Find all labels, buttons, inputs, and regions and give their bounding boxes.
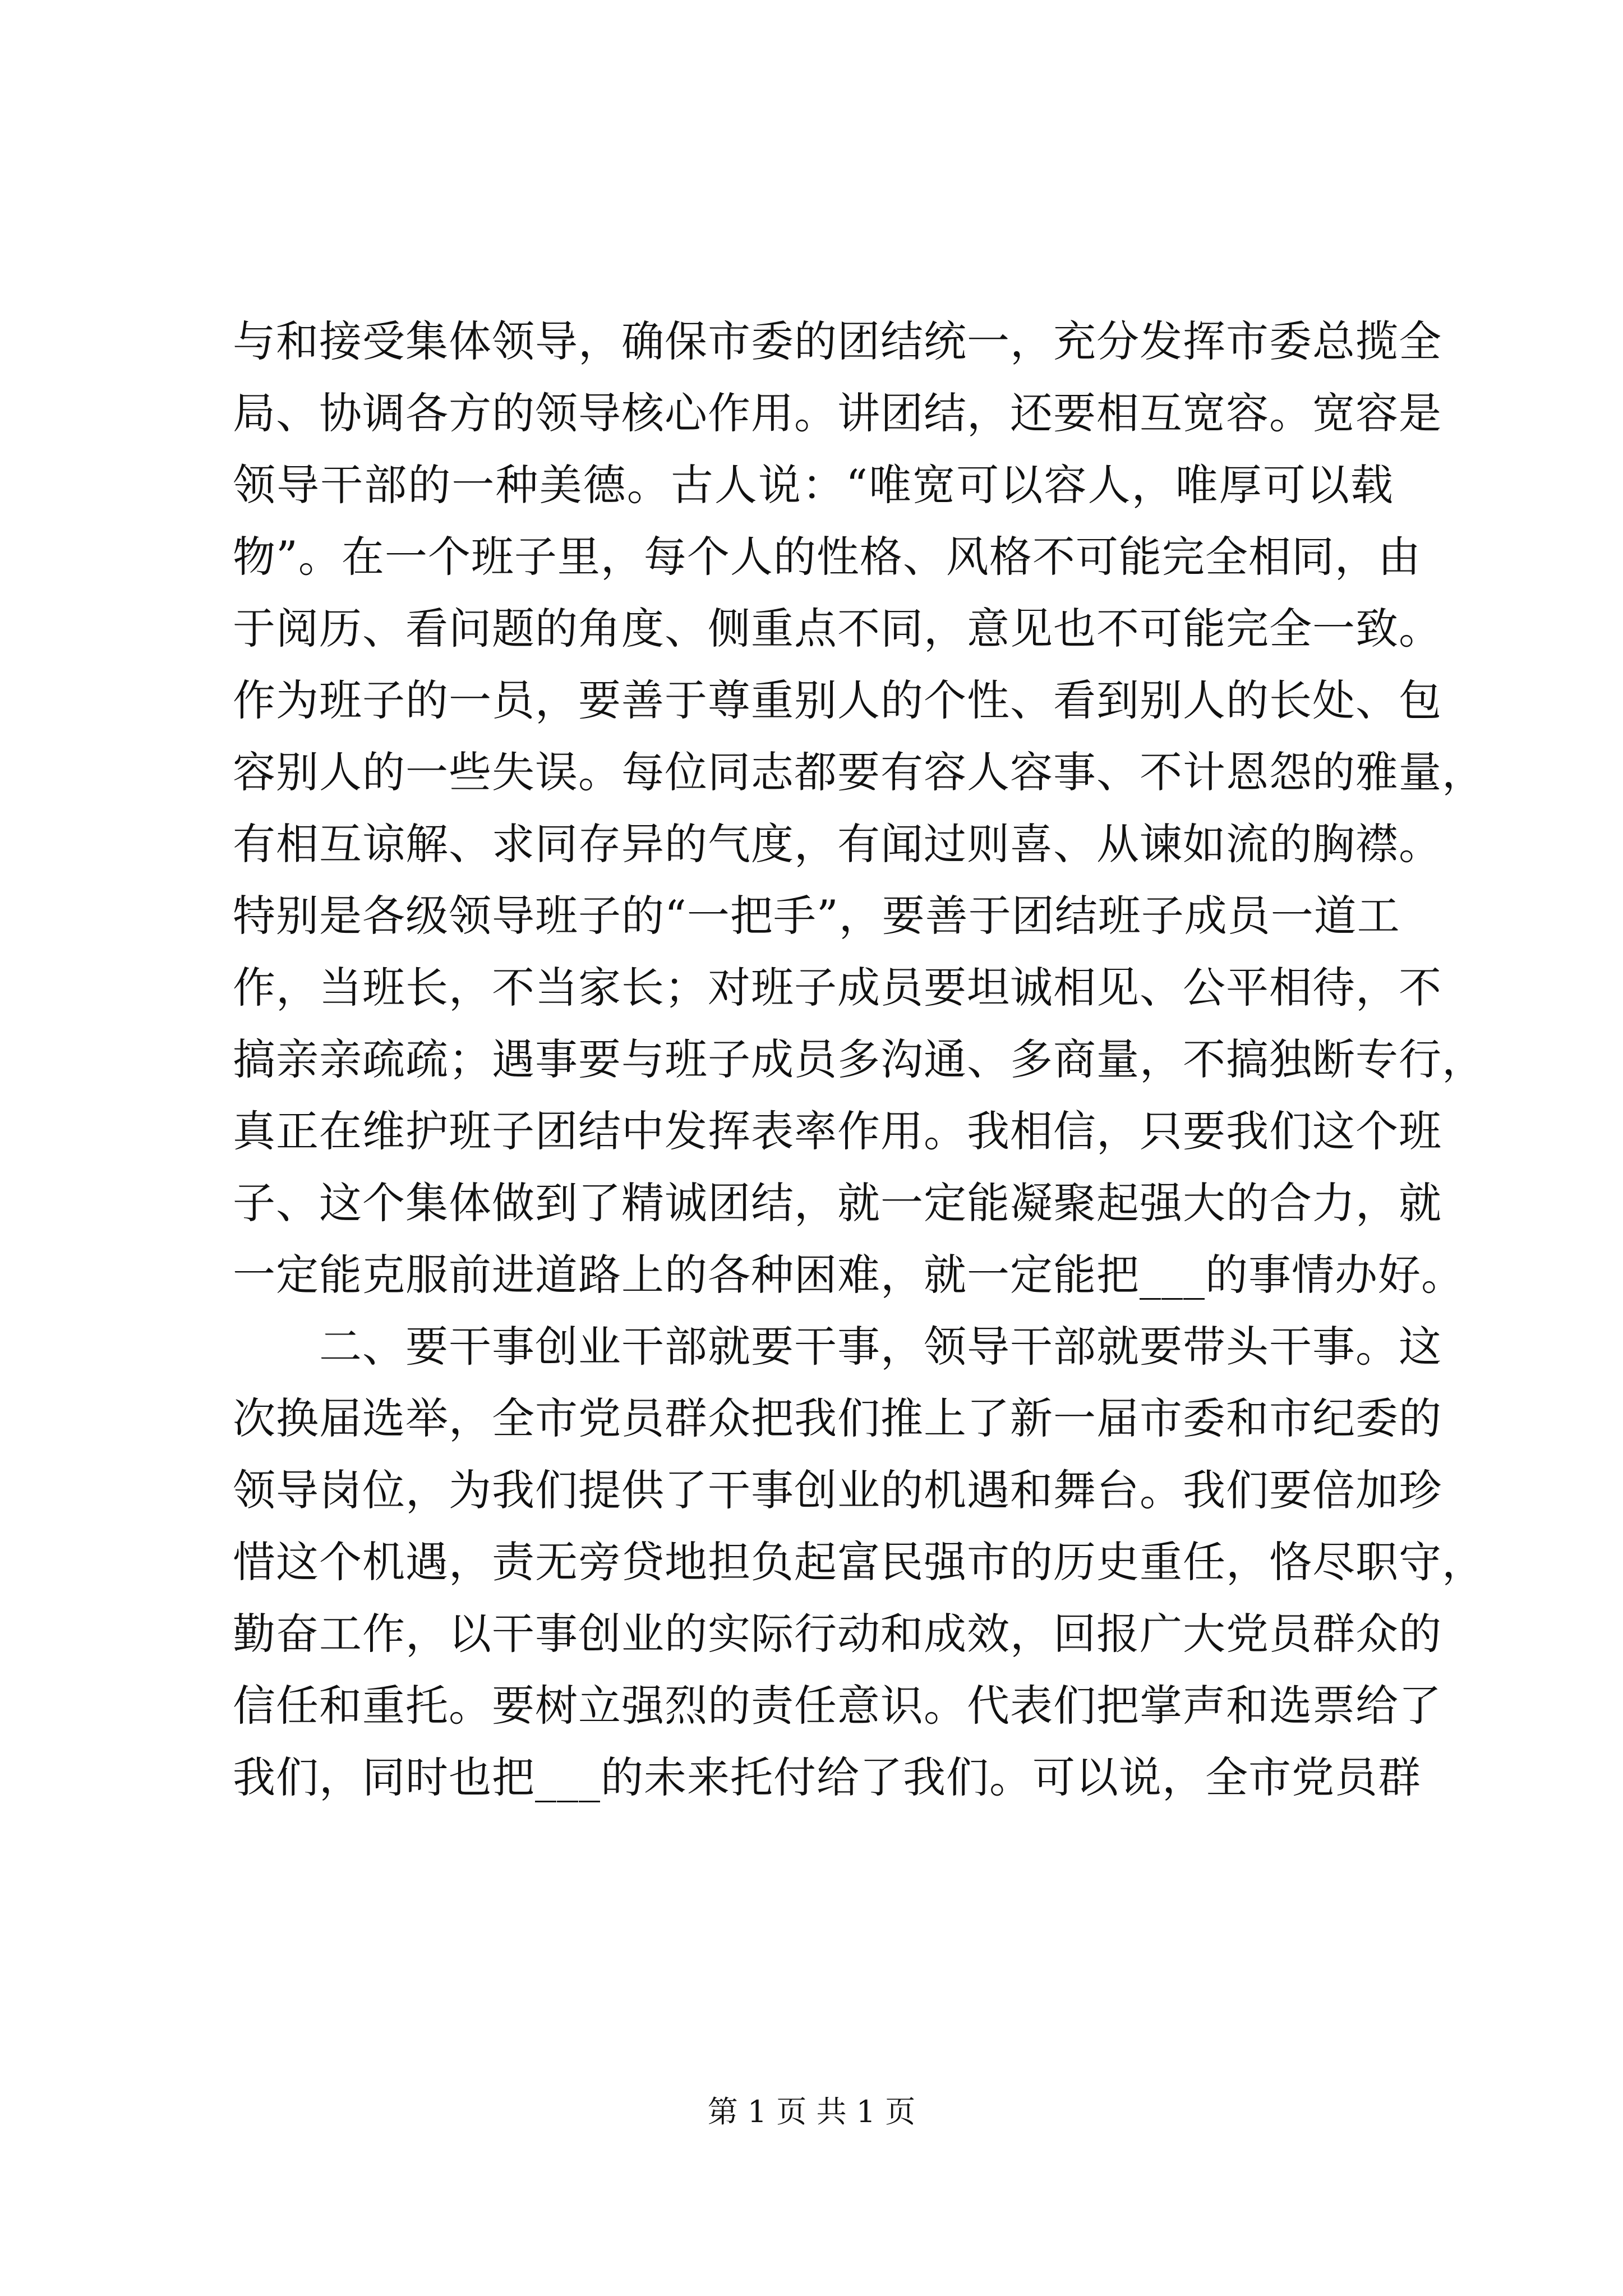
text-line: 领导干部的一种美德。古人说：“唯宽可以容人，唯厚可以载 [233,460,1394,510]
text-line: 次换届选举，全市党员群众把我们推上了新一届市委和市纪委的 [233,1393,1442,1443]
text-line: 作，当班长，不当家长；对班子成员要坦诚相见、公平相待，不 [233,963,1442,1013]
text-line: 子、这个集体做到了精诚团结，就一定能凝聚起强大的合力，就 [233,1178,1442,1228]
text-line: 惜这个机遇，责无旁贷地担负起富民强市的历史重任，恪尽职守， [233,1537,1485,1587]
text-line: 作为班子的一员，要善于尊重别人的个性、看到别人的长处、包 [233,675,1442,725]
text-line: 物”。在一个班子里，每个人的性格、风格不可能完全相同，由 [233,532,1421,582]
text-line: 领导岗位，为我们提供了干事创业的机遇和舞台。我们要倍加珍 [233,1465,1442,1515]
text-line: 一定能克服前进道路上的各种困难，就一定能把___的事情办好。 [233,1250,1464,1300]
text-line: 信任和重托。要树立强烈的责任意识。代表们把掌声和选票给了 [233,1681,1442,1731]
text-line: 特别是各级领导班子的“一把手”，要善于团结班子成员一道工 [233,891,1400,941]
text-line: 局、协调各方的领导核心作用。讲团结，还要相互宽容。宽容是 [233,388,1442,438]
page-number-footer: 第 1 页 共 1 页 [707,2094,916,2129]
text-line: 勤奋工作，以干事创业的实际行动和成效，回报广大党员群众的 [233,1609,1442,1659]
body-text [233,306,1485,1814]
text-line: 真正在维护班子团结中发挥表率作用。我相信，只要我们这个班 [233,1106,1442,1156]
text-line: 有相互谅解、求同存异的气度，有闻过则喜、从谏如流的胸襟。 [233,819,1442,869]
text-line: 我们，同时也把___的未来托付给了我们。可以说，全市党员群 [233,1752,1421,1802]
text-line: 于阅历、看问题的角度、侧重点不同，意见也不可能完全一致。 [233,604,1442,654]
text-line: 容别人的一些失误。每位同志都要有容人容事、不计恩怨的雅量， [233,747,1485,797]
text-line: 搞亲亲疏疏；遇事要与班子成员多沟通、多商量，不搞独断专行， [233,1034,1485,1084]
text-line: 与和接受集体领导，确保市委的团结统一，充分发挥市委总揽全 [233,316,1442,366]
text-line: 二、要干事创业干部就要干事，领导干部就要带头干事。这 [233,1322,1442,1372]
